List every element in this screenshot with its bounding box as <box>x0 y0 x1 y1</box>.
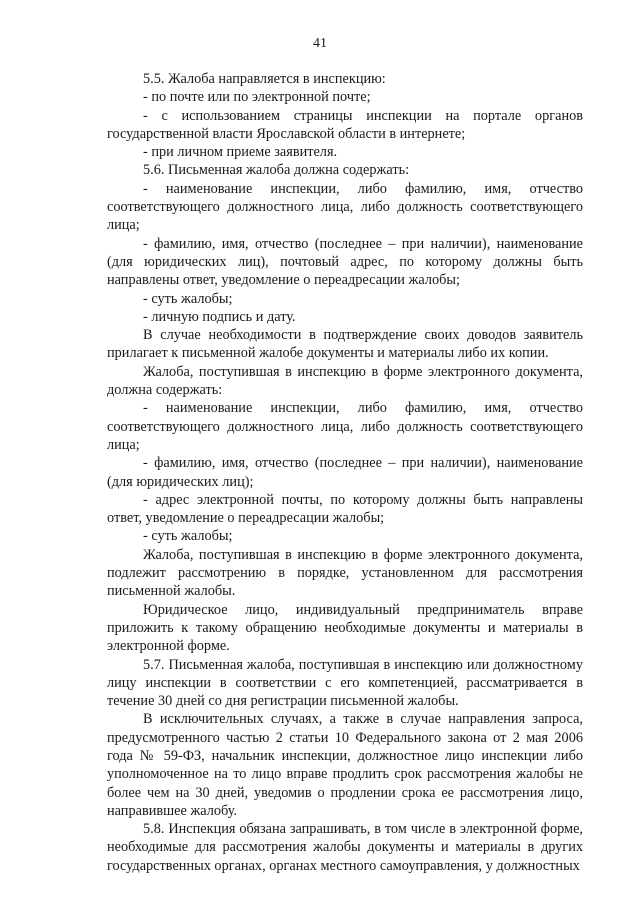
paragraph-electronic-complaint: Жалоба, поступившая в инспекцию в форме электронного документа, должна содержать: <box>107 363 583 399</box>
paragraph-legal-entity: Юридическое лицо, индивидуальный предприниматель вправе приложить к такому обращению необходимые документы и материалы в электронной форме. <box>107 601 583 655</box>
paragraph-electronic-review: Жалоба, поступившая в инспекцию в форме электронного документа, подлежит рассмотрению в порядке, установленном для рассмотрения письменной жалобы. <box>107 546 583 600</box>
list-item-portal: - с использованием страницы инспекции на портале органов государственной власти Ярославской области в интернете; <box>107 107 583 142</box>
list-item-applicant-name: - фамилию, имя, отчество (последнее – при наличии), наименование (для юридических лиц), почтовый адрес, по которому должны быть направлены ответ, уведомление о переадресации жалобы; <box>107 235 583 289</box>
list-item-post: - по почте или по электронной почте; <box>143 89 371 106</box>
paragraph-5-8: 5.8. Инспекция обязана запрашивать, в том числе в электронной форме, необходимые для рассмотрения жалобы документы и материалы в других государственных органах, органах местного самоуправления, у должностных <box>107 821 583 874</box>
page-number: 41 <box>313 36 327 51</box>
list-item-inspection-name-electronic: - наименование инспекции, либо фамилию, имя, отчество соответствующего должностного лица, либо должность соответствующего лица; <box>107 400 583 453</box>
list-item-signature: - личную подпись и дату. <box>143 308 296 325</box>
list-item-email-address: - адрес электронной почты, по которому должны быть направлены ответ, уведомление о переадресации жалобы; <box>107 491 583 527</box>
list-item-complaint-essence: - суть жалобы; <box>143 290 233 307</box>
paragraph-5-7: 5.7. Письменная жалоба, поступившая в инспекцию или должностному лицу инспекции в соответствии с его компетенцией, рассматривается в течение 30 дней со дня регистрации письменной жалобы. <box>107 656 583 710</box>
list-item-applicant-name-electronic: - фамилию, имя, отчество (последнее – при наличии), наименование (для юридических лиц); <box>107 455 583 490</box>
paragraph-exceptional-cases: В исключительных случаях, а также в случае направления запроса, предусмотренного частью 2 статьи 10 Федерального закона от 2 мая 2006 года № 59-ФЗ, начальник инспекции, должностное лицо инспекции либо уполномоченное на то лицо вправе продлить срок рассмотрения жалобы не более чем на 30 дней, уведомив о продлении срока ее рассмотрения лицо, направившее жалобу. <box>107 711 583 819</box>
paragraph-5-5-heading: 5.5. Жалоба направляется в инспекцию: <box>143 71 386 87</box>
list-item-inspection-name: - наименование инспекции, либо фамилию, имя, отчество соответствующего должностного лица, либо должность соответствующего лица; <box>107 180 583 234</box>
paragraph-attachments: В случае необходимости в подтверждение своих доводов заявитель прилагает к письменной жалобе документы и материалы либо их копии. <box>107 327 583 362</box>
list-item-complaint-essence-electronic: - суть жалобы; <box>143 528 233 545</box>
paragraph-5-6-heading: 5.6. Письменная жалоба должна содержать: <box>143 162 410 179</box>
list-item-personal: - при личном приеме заявителя. <box>143 144 338 161</box>
document-body <box>107 70 583 875</box>
